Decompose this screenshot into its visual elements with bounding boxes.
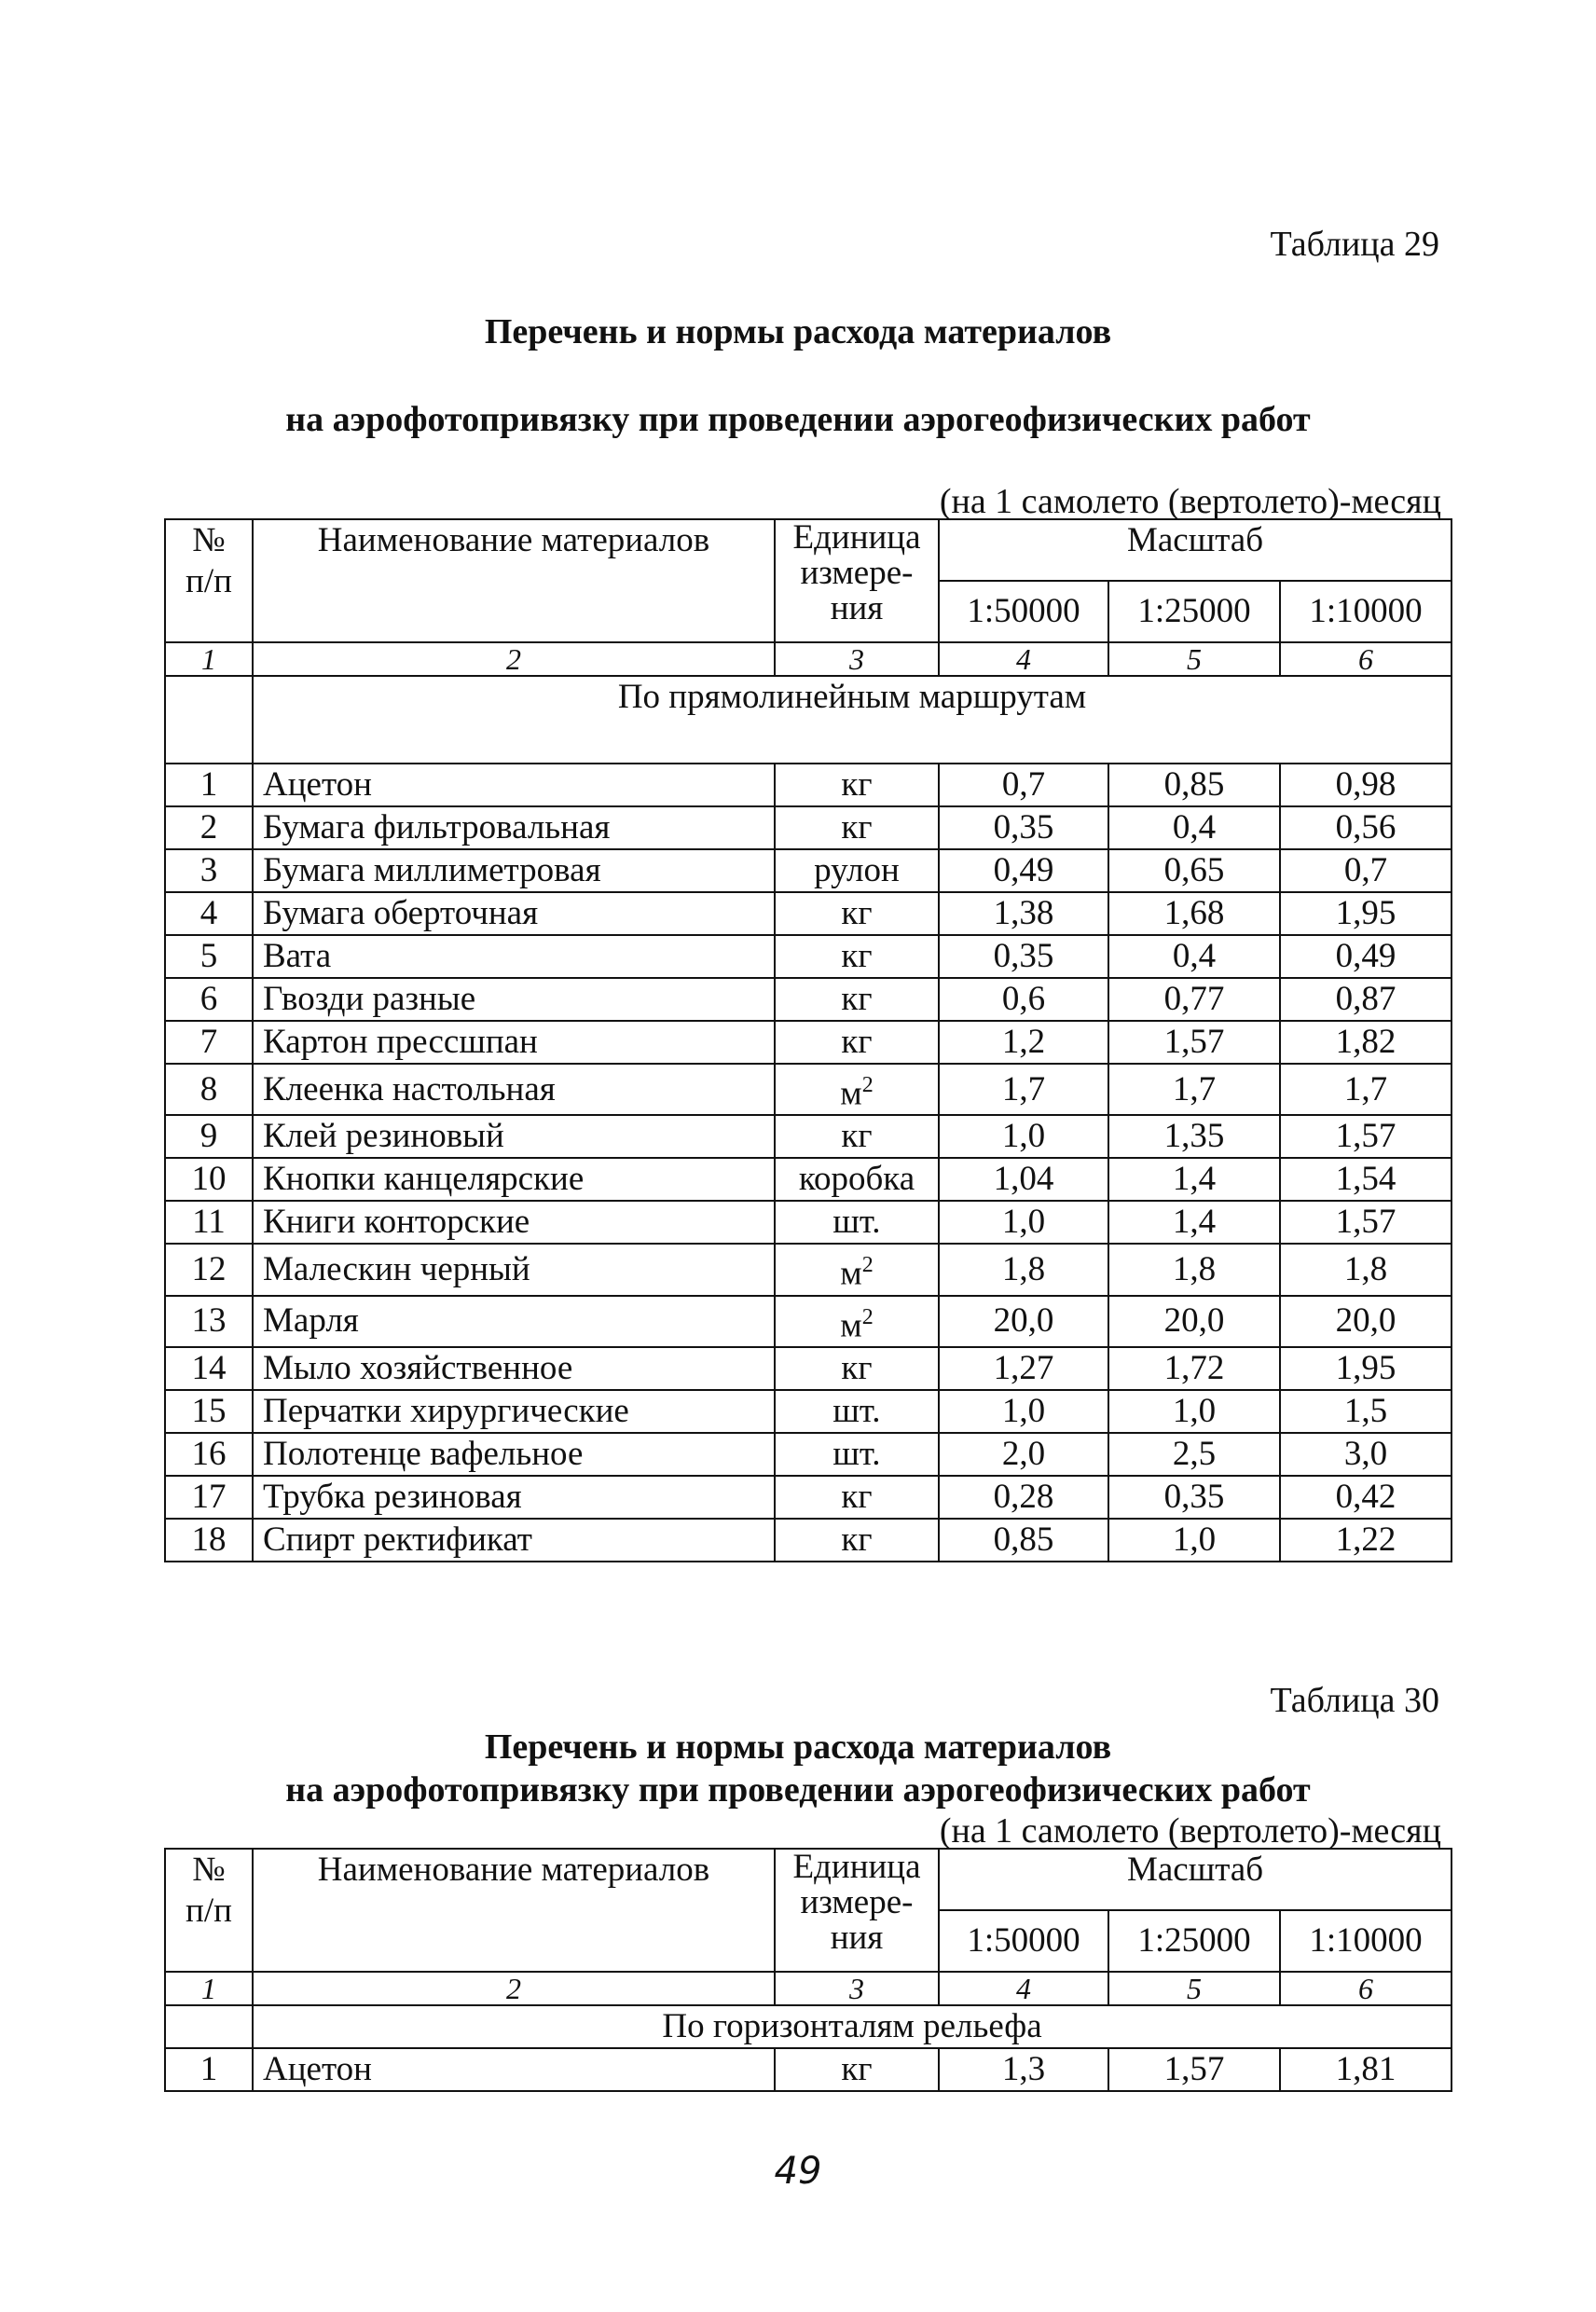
unit: шт. [775,1433,939,1476]
table-row [165,2048,1452,2091]
col-number-2: 2 [253,642,775,676]
row-number: 15 [165,1390,253,1433]
material-name: Клей резиновый [253,1115,775,1158]
col-header-unit: Единица измере- ния [775,1849,939,1972]
col-header-scale-10000: 1:10000 [1280,1910,1452,1972]
unit: рулон [775,849,939,892]
value-scale-10000: 1,57 [1280,1201,1452,1244]
row-number: 13 [165,1296,253,1347]
row-number: 3 [165,849,253,892]
row-number: 4 [165,892,253,935]
table-row [165,764,1452,806]
table-row [165,1158,1452,1201]
value-scale-50000: 1,0 [939,1390,1108,1433]
row-number: 1 [165,2048,253,2091]
table-row [165,1115,1452,1158]
col-number-1: 1 [165,642,253,676]
value-scale-25000: 2,5 [1108,1433,1280,1476]
value-scale-10000: 1,95 [1280,1347,1452,1390]
table-row [165,978,1452,1021]
section-title: По горизонталям рельефа [253,2005,1452,2048]
table-row [165,1390,1452,1433]
table-29-units-note: (на 1 самолето (вертолето)-месяц [939,482,1441,521]
table-row [165,1201,1452,1244]
table-row [165,1433,1452,1476]
unit: кг [775,806,939,849]
value-scale-50000: 1,8 [939,1244,1108,1295]
table-30 [164,1848,1452,2092]
material-name: Клеенка настольная [253,1064,775,1115]
page-number: 49 [774,2150,822,2193]
row-number: 9 [165,1115,253,1158]
value-scale-25000: 1,7 [1108,1064,1280,1115]
value-scale-10000: 0,87 [1280,978,1452,1021]
unit: кг [775,1519,939,1562]
value-scale-10000: 0,7 [1280,849,1452,892]
material-name: Вата [253,935,775,978]
value-scale-10000: 1,95 [1280,892,1452,935]
value-scale-10000: 1,22 [1280,1519,1452,1562]
unit: кг [775,978,939,1021]
value-scale-50000: 1,27 [939,1347,1108,1390]
value-scale-50000: 0,49 [939,849,1108,892]
col-header-number: № п/п [165,519,253,642]
table-29-title-line-1: Перечень и нормы расхода материалов [484,312,1112,351]
table-row [165,935,1452,978]
value-scale-10000: 3,0 [1280,1433,1452,1476]
value-scale-25000: 0,65 [1108,849,1280,892]
table-30-title-line-1: Перечень и нормы расхода материалов [484,1727,1112,1767]
col-header-unit: Единица измере- ния [775,519,939,642]
row-number: 17 [165,1476,253,1519]
table-row [165,849,1452,892]
table-29-title-line-2: на аэрофотопривязку при проведении аэрогеофизических работ [285,400,1311,439]
unit: кг [775,764,939,806]
value-scale-10000: 1,54 [1280,1158,1452,1201]
value-scale-25000: 1,68 [1108,892,1280,935]
unit: кг [775,892,939,935]
value-scale-50000: 20,0 [939,1296,1108,1347]
material-name: Бумага оберточная [253,892,775,935]
table-30-title-line-2: на аэрофотопривязку при проведении аэрогеофизических работ [285,1770,1311,1810]
col-number-3: 3 [775,642,939,676]
table-30-body [165,2048,1452,2091]
material-name: Полотенце вафельное [253,1433,775,1476]
col-header-name: Наименование материалов [253,519,775,642]
table-30-units-note: (на 1 самолето (вертолето)-месяц [939,1811,1441,1851]
row-number: 12 [165,1244,253,1295]
material-name: Ацетон [253,2048,775,2091]
col-number-3: 3 [775,1972,939,2005]
value-scale-10000: 1,7 [1280,1064,1452,1115]
unit: кг [775,1021,939,1064]
row-number: 18 [165,1519,253,1562]
unit: шт. [775,1201,939,1244]
value-scale-10000: 0,42 [1280,1476,1452,1519]
unit: кг [775,1347,939,1390]
material-name: Кнопки канцелярские [253,1158,775,1201]
row-number: 14 [165,1347,253,1390]
col-header-scale: Масштаб [939,519,1452,581]
unit: кг [775,935,939,978]
value-scale-25000: 1,72 [1108,1347,1280,1390]
table-row [165,1519,1452,1562]
value-scale-25000: 1,57 [1108,1021,1280,1064]
material-name: Малескин черный [253,1244,775,1295]
section-number-cell [165,2005,253,2048]
col-header-scale-25000: 1:25000 [1108,1910,1280,1972]
table-row [165,1021,1452,1064]
material-name: Гвозди разные [253,978,775,1021]
value-scale-50000: 1,0 [939,1201,1108,1244]
unit: кг [775,1115,939,1158]
col-number-2: 2 [253,1972,775,2005]
value-scale-50000: 0,35 [939,935,1108,978]
row-number: 5 [165,935,253,978]
table-row [165,1064,1452,1115]
row-number: 2 [165,806,253,849]
col-number-5: 5 [1108,642,1280,676]
col-header-scale-50000: 1:50000 [939,1910,1108,1972]
col-header-scale: Масштаб [939,1849,1452,1910]
row-number: 1 [165,764,253,806]
value-scale-10000: 0,56 [1280,806,1452,849]
table-row [165,1476,1452,1519]
value-scale-25000: 1,35 [1108,1115,1280,1158]
col-number-5: 5 [1108,1972,1280,2005]
table-row [165,1347,1452,1390]
table-row [165,806,1452,849]
value-scale-25000: 1,57 [1108,2048,1280,2091]
value-scale-25000: 0,4 [1108,806,1280,849]
value-scale-25000: 0,85 [1108,764,1280,806]
table-29-header [165,519,1452,764]
material-name: Бумага фильтровальная [253,806,775,849]
col-number-4: 4 [939,642,1108,676]
table-29-caption: Таблица 29 [1270,225,1439,264]
value-scale-10000: 1,81 [1280,2048,1452,2091]
value-scale-10000: 1,82 [1280,1021,1452,1064]
material-name: Марля [253,1296,775,1347]
unit: $м^2$ [775,1064,939,1115]
table-29-body [165,764,1452,1562]
material-name: Спирт ректификат [253,1519,775,1562]
unit: кг [775,2048,939,2091]
value-scale-10000: 0,49 [1280,935,1452,978]
unit: шт. [775,1390,939,1433]
col-header-scale-10000: 1:10000 [1280,581,1452,642]
value-scale-50000: 2,0 [939,1433,1108,1476]
table-30-header [165,1849,1452,2048]
value-scale-50000: 1,3 [939,2048,1108,2091]
table-row [165,1296,1452,1347]
value-scale-50000: 0,28 [939,1476,1108,1519]
table-30-caption: Таблица 30 [1270,1681,1439,1720]
col-number-4: 4 [939,1972,1108,2005]
value-scale-25000: 0,77 [1108,978,1280,1021]
unit-superscript: 2 [861,1304,874,1329]
material-name: Книги конторские [253,1201,775,1244]
value-scale-50000: 1,7 [939,1064,1108,1115]
value-scale-10000: 1,57 [1280,1115,1452,1158]
value-scale-10000: 20,0 [1280,1296,1452,1347]
col-header-scale-50000: 1:50000 [939,581,1108,642]
col-number-1: 1 [165,1972,253,2005]
value-scale-50000: 0,35 [939,806,1108,849]
value-scale-25000: 1,8 [1108,1244,1280,1295]
value-scale-50000: 1,0 [939,1115,1108,1158]
section-title: По прямолинейным маршрутам [253,676,1452,764]
material-name: Перчатки хирургические [253,1390,775,1433]
row-number: 10 [165,1158,253,1201]
value-scale-50000: 0,6 [939,978,1108,1021]
unit: кг [775,1476,939,1519]
col-number-6: 6 [1280,1972,1452,2005]
table-row [165,1244,1452,1295]
table-29 [164,518,1452,1562]
material-name: Ацетон [253,764,775,806]
value-scale-50000: 1,2 [939,1021,1108,1064]
material-name: Мыло хозяйственное [253,1347,775,1390]
value-scale-10000: 1,5 [1280,1390,1452,1433]
value-scale-25000: 1,4 [1108,1201,1280,1244]
col-number-6: 6 [1280,642,1452,676]
value-scale-50000: 0,7 [939,764,1108,806]
table-row [165,892,1452,935]
row-number: 16 [165,1433,253,1476]
material-name: Картон прессшпан [253,1021,775,1064]
value-scale-25000: 20,0 [1108,1296,1280,1347]
value-scale-50000: 1,04 [939,1158,1108,1201]
row-number: 6 [165,978,253,1021]
col-header-scale-25000: 1:25000 [1108,581,1280,642]
value-scale-50000: 1,38 [939,892,1108,935]
value-scale-25000: 1,0 [1108,1519,1280,1562]
unit-superscript: 2 [861,1253,874,1278]
value-scale-50000: 0,85 [939,1519,1108,1562]
section-number-cell [165,676,253,764]
value-scale-25000: 0,35 [1108,1476,1280,1519]
material-name: Трубка резиновая [253,1476,775,1519]
value-scale-25000: 1,4 [1108,1158,1280,1201]
col-header-name: Наименование материалов [253,1849,775,1972]
row-number: 7 [165,1021,253,1064]
value-scale-25000: 0,4 [1108,935,1280,978]
material-name: Бумага миллиметровая [253,849,775,892]
unit: $м^2$ [775,1244,939,1295]
row-number: 11 [165,1201,253,1244]
value-scale-10000: 0,98 [1280,764,1452,806]
value-scale-25000: 1,0 [1108,1390,1280,1433]
unit-superscript: 2 [861,1073,874,1097]
col-header-number: № п/п [165,1849,253,1972]
row-number: 8 [165,1064,253,1115]
unit: $м^2$ [775,1296,939,1347]
value-scale-10000: 1,8 [1280,1244,1452,1295]
unit: коробка [775,1158,939,1201]
